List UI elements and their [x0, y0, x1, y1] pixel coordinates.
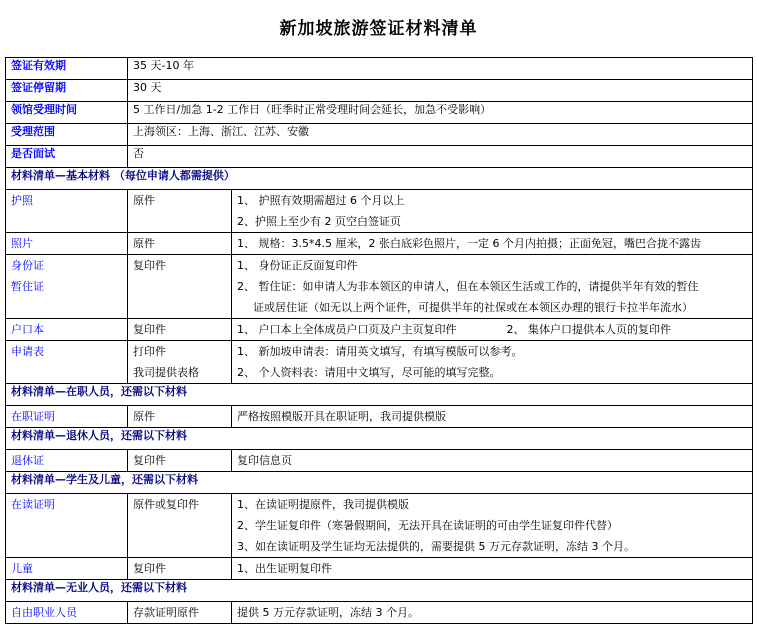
table-row — [6, 102, 753, 124]
item-name: 身份证 — [11, 259, 44, 272]
item-detail: 2、 个人资料表：请用中文填写，尽可能的填写完整。 — [237, 366, 501, 379]
item-detail: 2、学生证复印件（寒暑假期间，无法开具在读证明的可由学生证复印件代替） — [237, 519, 618, 532]
table-row — [6, 494, 753, 558]
item-type: 我司提供表格 — [133, 366, 199, 379]
item-detail: 严格按照模版开具在职证明，我司提供模版 — [237, 410, 446, 423]
item-detail: 1、 身份证正反面复印件 — [237, 259, 358, 272]
item-detail: 复印信息页 — [237, 454, 292, 467]
table-row — [6, 58, 753, 80]
item-type: 原件 — [133, 237, 155, 250]
item-type: 复印件 — [133, 454, 166, 467]
item-name: 在职证明 — [11, 410, 55, 423]
table-row — [6, 233, 753, 255]
table-row — [6, 558, 753, 580]
table-row — [6, 450, 753, 472]
item-detail: 2、 集体户口提供本人页的复印件 — [506, 323, 671, 336]
table-row — [6, 190, 753, 233]
section-title: 材料清单—学生及儿童，还需以下材料 — [6, 472, 753, 494]
section-header — [6, 168, 753, 190]
item-detail: 1、 户口本上全体成员户口页及户主页复印件 — [237, 323, 457, 336]
table-row — [6, 255, 753, 319]
item-detail: 2、 暂住证：如申请人为非本领区的申请人，但在本领区生活或工作的，请提供半年有效的暂住 — [237, 280, 699, 293]
item-name: 在读证明 — [11, 498, 55, 511]
section-header — [6, 472, 753, 494]
section-title: 材料清单—基本材料 — [11, 169, 110, 182]
item-type: 复印件 — [133, 562, 166, 575]
item-type: 复印件 — [133, 323, 166, 336]
item-name: 暂住证 — [11, 280, 44, 293]
row-value: 30 天 — [128, 80, 753, 102]
item-name: 照片 — [11, 237, 33, 250]
item-name: 护照 — [11, 194, 33, 207]
row-label: 签证停留期 — [6, 80, 128, 102]
item-type: 原件 — [133, 194, 155, 207]
item-name: 户口本 — [11, 323, 44, 336]
item-detail: 1、 新加坡申请表：请用英文填写，有填写模版可以参考。 — [237, 345, 523, 358]
item-type: 原件或复印件 — [133, 498, 199, 511]
table-row — [6, 406, 753, 428]
row-label: 领馆受理时间 — [6, 102, 128, 124]
materials-table — [5, 57, 753, 624]
item-name: 退休证 — [11, 454, 44, 467]
item-name: 申请表 — [11, 345, 44, 358]
row-label: 是否面试 — [6, 146, 128, 168]
table-row — [6, 80, 753, 102]
section-title: 材料清单—无业人员，还需以下材料 — [6, 580, 753, 602]
section-title: 材料清单—退休人员，还需以下材料 — [6, 428, 753, 450]
section-header — [6, 428, 753, 450]
item-name: 儿童 — [11, 562, 33, 575]
item-type: 打印件 — [133, 345, 166, 358]
item-detail: 3、如在读证明及学生证均无法提供的，需要提供 5 万元存款证明，冻结 3 个月。 — [237, 540, 635, 553]
table-row — [6, 602, 753, 624]
item-detail: 2、护照上至少有 2 页空白签证页 — [237, 215, 401, 228]
item-detail: 1、出生证明复印件 — [237, 562, 332, 575]
table-row — [6, 319, 753, 341]
row-value: 35 天-10 年 — [128, 58, 753, 80]
page-title: 新加坡旅游签证材料清单 — [279, 19, 478, 39]
item-type: 复印件 — [133, 259, 166, 272]
table-row — [6, 124, 753, 146]
item-detail: 证或居住证（如无以上两个证件，可提供半年的社保或在本领区办理的银行卡拉半年流水） — [253, 301, 693, 314]
item-detail: 1、 护照有效期需超过 6 个月以上 — [237, 194, 405, 207]
item-type: 原件 — [133, 410, 155, 423]
item-detail: 1、在读证明提原件，我司提供模版 — [237, 498, 409, 511]
row-value: 5 工作日/加急 1-2 工作日（旺季时正常受理时间会延长，加急不受影响） — [128, 102, 753, 124]
row-value: 上海领区：上海、浙江、江苏、安徽 — [128, 124, 753, 146]
section-header — [6, 580, 753, 602]
table-row — [6, 146, 753, 168]
table-row — [6, 341, 753, 384]
item-name: 自由职业人员 — [11, 606, 77, 619]
section-header — [6, 384, 753, 406]
row-value: 否 — [128, 146, 753, 168]
row-label: 签证有效期 — [6, 58, 128, 80]
item-detail: 提供 5 万元存款证明，冻结 3 个月。 — [237, 606, 419, 619]
row-label: 受理范围 — [6, 124, 128, 146]
section-title: 材料清单—在职人员，还需以下材料 — [6, 384, 753, 406]
section-note: （每位申请人都需提供） — [113, 169, 235, 182]
item-detail: 1、 规格：3.5*4.5 厘米，2 张白底彩色照片，一定 6 个月内拍摄；正面免冠，嘴巴合拢不露齿 — [237, 237, 701, 250]
item-type: 存款证明原件 — [133, 606, 199, 619]
